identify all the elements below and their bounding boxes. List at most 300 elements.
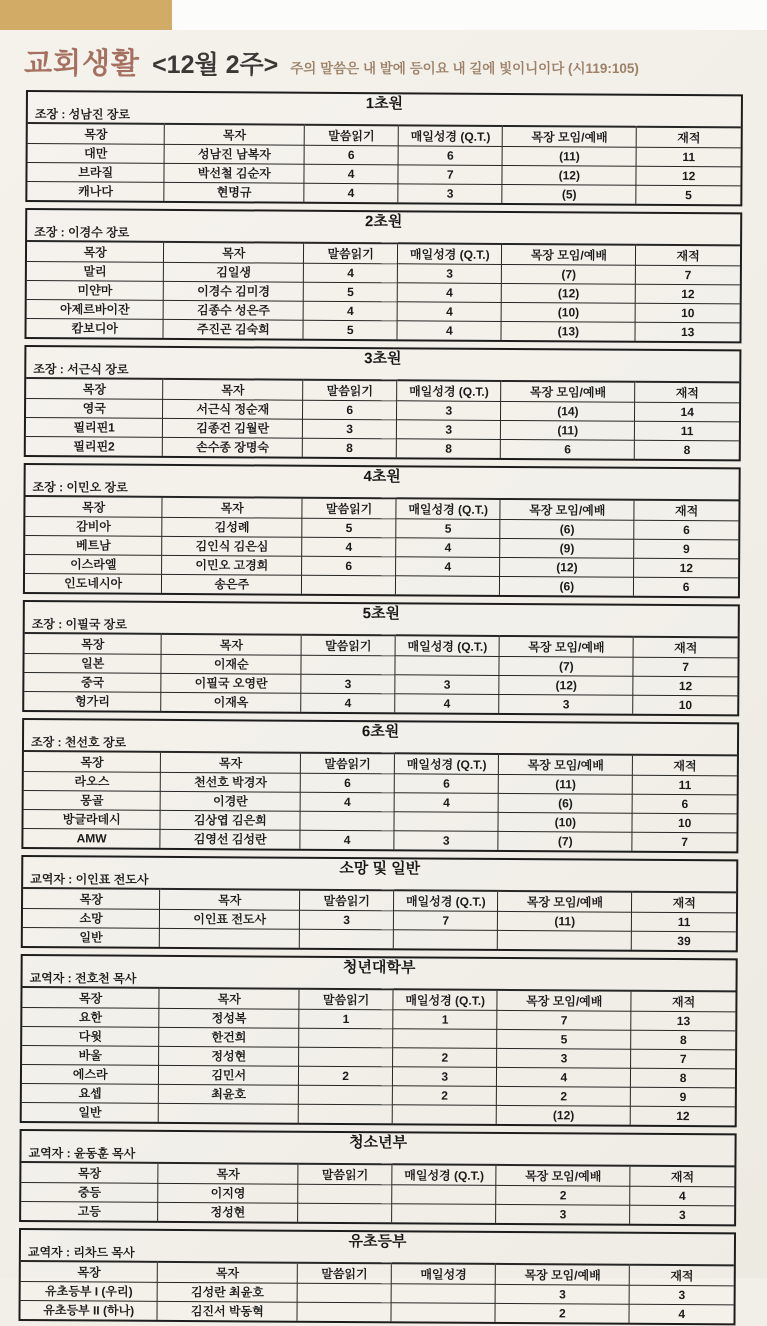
column-header: 재적 (633, 755, 737, 776)
stat-cell: 4 (629, 1304, 733, 1324)
stat-cell: 11 (636, 147, 740, 167)
group-caption (28, 92, 741, 126)
stat-cell: 4 (397, 320, 501, 340)
column-header: 말씀읽기 (300, 890, 394, 911)
stat-cell (392, 1184, 496, 1204)
stat-cell: (12) (499, 675, 633, 695)
table-row (24, 691, 737, 714)
stat-cell: (11) (502, 146, 636, 166)
column-header: 목장 (21, 1261, 158, 1282)
stat-cell (297, 1302, 391, 1322)
stat-cell: 7 (398, 164, 502, 184)
group-name-cell: 대만 (28, 143, 165, 163)
stat-cell: 5 (396, 518, 500, 538)
stat-cell: 11 (635, 421, 739, 441)
group-table (24, 208, 742, 343)
column-header: 목장 (28, 123, 165, 144)
stat-cell: 4 (630, 1186, 734, 1206)
column-header: 매일성경 (Q.T.) (393, 989, 497, 1010)
stat-cell: (14) (501, 401, 635, 421)
group-name-cell: 브라질 (27, 162, 164, 182)
stat-cell: (6) (498, 793, 632, 813)
stat-cell: 6 (501, 439, 635, 459)
group-name-cell: 고등 (21, 1201, 158, 1221)
column-header: 목장 모임/예배 (499, 636, 633, 657)
column-header: 목장 (21, 1162, 158, 1183)
column-header: 목장 모임/예배 (502, 244, 636, 265)
stat-cell (392, 1104, 496, 1124)
column-header: 목자 (158, 1262, 298, 1283)
column-header: 말씀읽기 (304, 125, 398, 146)
stats-table (21, 1161, 734, 1224)
shepherd-name-cell: 김성례 (162, 517, 302, 537)
group-name-cell: 유초등부 II (하나) (20, 1300, 157, 1320)
stat-cell: 2 (299, 1066, 393, 1086)
stat-cell: 2 (393, 1047, 497, 1067)
stats-table (22, 986, 736, 1125)
shepherd-name-cell (160, 928, 300, 948)
column-header: 매일성경 (391, 1263, 495, 1284)
stat-cell (299, 1028, 393, 1048)
group-name-cell: 필리핀1 (26, 417, 163, 437)
stat-cell: 4 (394, 792, 498, 812)
stat-cell: 11 (633, 775, 737, 795)
stat-cell: (10) (501, 302, 635, 322)
stat-cell: (9) (500, 538, 634, 558)
group-table (24, 345, 742, 461)
stat-cell (391, 1302, 495, 1322)
stat-cell: 1 (393, 1009, 497, 1029)
group-name-cell: AMW (23, 828, 160, 848)
stat-cell: 1 (299, 1009, 393, 1029)
stat-cell (301, 655, 395, 675)
stat-cell: 3 (393, 1066, 497, 1086)
group-leader: 교역자 : 이인표 전도사 (30, 872, 149, 887)
stat-cell: 6 (632, 794, 736, 814)
stat-cell: 3 (499, 694, 633, 714)
group-leader: 조장 : 이필국 장로 (31, 617, 127, 632)
stats-table (20, 1260, 733, 1323)
group-caption (21, 1230, 734, 1264)
group-table (25, 90, 743, 206)
group-leader: 교역자 : 윤동훈 목사 (28, 1146, 136, 1161)
shepherd-name-cell: 한건희 (159, 1027, 299, 1047)
stat-cell: 4 (395, 693, 499, 713)
shepherd-name-cell: 이인표 전도사 (160, 909, 300, 929)
table-row (21, 1201, 734, 1224)
group-caption (24, 720, 737, 754)
stats-table (25, 495, 739, 596)
stat-cell: (10) (498, 812, 632, 832)
stat-cell: 11 (632, 912, 736, 932)
group-caption (23, 857, 736, 891)
column-header: 재적 (634, 500, 738, 521)
shepherd-name-cell: 김상엽 김은희 (160, 810, 300, 830)
shepherd-name-cell: 서근식 정순재 (163, 399, 303, 419)
group-name-cell: 아제르바이잔 (27, 299, 164, 319)
group-caption (26, 347, 739, 381)
column-header: 말씀읽기 (301, 635, 395, 656)
group-title: 6초원 (361, 723, 400, 741)
stat-cell: 3 (495, 1284, 629, 1304)
stat-cell: 4 (302, 537, 396, 557)
stat-cell: 4 (303, 263, 397, 283)
stat-cell: 6 (304, 145, 398, 165)
stat-cell: 5 (497, 1029, 631, 1049)
stat-cell (300, 811, 394, 831)
stat-cell: 7 (632, 832, 736, 852)
stat-cell: (5) (502, 184, 636, 204)
shepherd-name-cell: 손수종 장명숙 (163, 437, 303, 457)
stat-cell: 4 (301, 693, 395, 713)
stat-cell: (7) (498, 831, 632, 851)
stat-cell: 3 (397, 400, 501, 420)
shepherd-name-cell: 김성란 최윤호 (157, 1282, 297, 1302)
group-name-cell: 베트남 (25, 535, 162, 555)
stat-cell: 6 (303, 400, 397, 420)
stat-cell (391, 1283, 495, 1303)
stat-cell: 6 (398, 145, 502, 165)
page-header (0, 30, 767, 90)
stat-cell: 4 (304, 164, 398, 184)
shepherd-name-cell: 이지영 (158, 1183, 298, 1203)
column-header: 재적 (632, 892, 736, 913)
stat-cell (298, 1104, 392, 1124)
page-title: 교회생활 (24, 48, 141, 80)
group-caption (23, 956, 736, 990)
group-name-cell: 캐나다 (27, 181, 164, 201)
stat-cell: (12) (497, 1105, 631, 1125)
group-leader: 교역자 : 전호천 목사 (29, 971, 137, 986)
tan-cover-block (0, 0, 172, 30)
column-header: 목장 모임/예배 (501, 381, 635, 402)
stat-cell: 3 (394, 830, 498, 850)
stat-cell: 7 (394, 910, 498, 930)
column-header: 목자 (165, 124, 305, 145)
group-name-cell: 소망 (23, 908, 160, 928)
shepherd-name-cell: 성남진 남복자 (164, 144, 304, 164)
shepherd-name-cell: 김종수 성은주 (163, 300, 303, 320)
column-header: 목자 (161, 634, 301, 655)
group-table (20, 954, 738, 1127)
column-header: 매일성경 (Q.T.) (397, 380, 501, 401)
group-name-cell: 감비아 (25, 516, 162, 536)
group-title: 1초원 (365, 95, 404, 113)
stat-cell: (11) (501, 420, 635, 440)
stat-cell (395, 655, 499, 675)
stat-cell: 3 (398, 183, 502, 203)
column-header: 재적 (637, 127, 741, 148)
stat-cell: 8 (631, 1030, 735, 1050)
group-name-cell: 유초등부 I (우리) (21, 1281, 158, 1301)
shepherd-name-cell: 정성현 (158, 1202, 298, 1222)
scripture-subtitle: 주의 말씀은 내 발에 등이요 내 길에 빛이니이다 (시119:105) (290, 61, 639, 76)
group-name-cell: 인도네시아 (25, 573, 162, 593)
stat-cell: 5 (636, 185, 740, 205)
group-name-cell: 영국 (26, 398, 163, 418)
shepherd-name-cell: 김진서 박동혁 (157, 1301, 297, 1321)
stat-cell: (12) (500, 557, 634, 577)
stat-cell (297, 1283, 391, 1303)
stat-cell: (6) (500, 576, 634, 596)
stat-cell: 3 (398, 263, 502, 283)
stat-cell: 4 (497, 1067, 631, 1087)
group-name-cell: 다윗 (22, 1026, 159, 1046)
shepherd-name-cell: 현명규 (164, 182, 304, 202)
stat-cell (298, 1184, 392, 1204)
bulletin-sheet (0, 30, 767, 1321)
stat-cell: 2 (496, 1185, 630, 1205)
group-name-cell: 요한 (22, 1007, 159, 1027)
stat-cell: 12 (633, 676, 737, 696)
stat-cell: 6 (634, 577, 738, 597)
group-leader: 조장 : 천선호 장로 (30, 735, 127, 750)
column-header: 목장 (24, 751, 161, 772)
group-caption (21, 1131, 734, 1165)
group-name-cell: 필리핀2 (26, 436, 163, 456)
table-row (27, 181, 740, 204)
column-header: 목장 모임/예배 (498, 891, 632, 912)
group-leader: 조장 : 이민오 장로 (32, 480, 128, 495)
stat-cell: 7 (633, 657, 737, 677)
column-header: 재적 (636, 245, 740, 266)
stat-cell (299, 929, 393, 949)
column-header: 매일성경 (Q.T.) (395, 635, 499, 656)
shepherd-name-cell: 이재순 (161, 654, 301, 674)
column-header: 매일성경 (Q.T.) (392, 1164, 496, 1185)
group-name-cell: 캄보디아 (26, 318, 163, 338)
shepherd-name-cell: 김종건 김월란 (163, 418, 303, 438)
stat-cell: 4 (397, 301, 501, 321)
column-header: 목장 (22, 987, 159, 1008)
column-header: 목장 (25, 496, 162, 517)
stat-cell (298, 1085, 392, 1105)
stat-cell: 3 (630, 1205, 734, 1225)
group-title: 소망 및 일반 (339, 859, 421, 878)
stat-cell: 3 (303, 419, 397, 439)
column-header: 재적 (633, 637, 737, 658)
column-header: 목장 모임/예배 (500, 499, 634, 520)
group-leader: 조장 : 이경수 장로 (34, 225, 130, 240)
stat-cell: 12 (634, 558, 738, 578)
shepherd-name-cell: 송은주 (162, 574, 302, 594)
group-title: 2초원 (364, 213, 403, 231)
shepherd-name-cell: 이민오 고경희 (162, 555, 302, 575)
stat-cell: 3 (395, 674, 499, 694)
stat-cell (394, 811, 498, 831)
stat-cell: 7 (497, 1010, 631, 1030)
group-caption (26, 465, 739, 499)
stat-cell: 12 (631, 1106, 735, 1126)
stat-cell: 5 (303, 320, 397, 340)
stat-cell: (6) (500, 519, 634, 539)
stat-cell: (7) (499, 656, 633, 676)
column-header: 목장 (27, 241, 164, 262)
column-header: 재적 (635, 382, 739, 403)
stat-cell: 10 (632, 813, 736, 833)
column-header: 목장 (26, 378, 163, 399)
group-table (21, 718, 739, 853)
shepherd-name-cell: 이필국 오영란 (161, 673, 301, 693)
group-name-cell: 일반 (22, 1102, 159, 1122)
stats-table (26, 240, 740, 341)
table-row (25, 573, 738, 596)
stat-cell: 7 (636, 265, 740, 285)
group-table (18, 1228, 736, 1325)
group-leader: 조장 : 성남진 장로 (34, 107, 131, 122)
table-row (26, 436, 739, 459)
column-header: 말씀읽기 (300, 753, 394, 774)
table-row (23, 927, 736, 950)
stat-cell: 5 (303, 282, 397, 302)
column-header: 목장 모임/예배 (496, 1165, 630, 1186)
shepherd-name-cell: 최윤호 (159, 1084, 299, 1104)
stat-cell: 8 (302, 438, 396, 458)
stats-table (24, 632, 737, 714)
column-header: 매일성경 (Q.T.) (394, 890, 498, 911)
stat-cell: 9 (631, 1087, 735, 1107)
shepherd-name-cell: 이경란 (160, 791, 300, 811)
group-name-cell: 몽골 (24, 790, 161, 810)
stat-cell: 4 (397, 282, 501, 302)
stat-cell: 10 (635, 303, 739, 323)
week-label: <12월 2주> (152, 51, 279, 79)
stat-cell: 4 (303, 301, 397, 321)
column-header: 재적 (631, 991, 735, 1012)
group-name-cell: 라오스 (24, 771, 161, 791)
column-header: 재적 (630, 1166, 734, 1187)
stat-cell: 3 (629, 1285, 733, 1305)
group-table (22, 600, 740, 716)
stat-cell (299, 1047, 393, 1067)
group-name-cell: 바울 (22, 1045, 159, 1065)
stat-cell (302, 575, 396, 595)
stat-cell: 8 (396, 438, 500, 458)
column-header: 목장 (23, 888, 160, 909)
group-name-cell: 말리 (27, 261, 164, 281)
group-title: 5초원 (362, 605, 401, 623)
stat-cell (392, 1203, 496, 1223)
stat-cell: (11) (498, 911, 632, 931)
group-table (21, 855, 739, 952)
shepherd-name-cell: 정성현 (159, 1046, 299, 1066)
group-name-cell: 일반 (23, 927, 160, 947)
shepherd-name-cell: 박선철 김순자 (164, 163, 304, 183)
stat-cell: 13 (631, 1011, 735, 1031)
shepherd-name-cell: 천선호 박경자 (161, 772, 301, 792)
group-title: 청년대학부 (342, 958, 416, 977)
table-row (22, 1102, 735, 1125)
column-header: 말씀읽기 (297, 1263, 391, 1284)
stat-cell: 2 (495, 1303, 629, 1323)
column-header: 목자 (161, 752, 301, 773)
column-header: 목장 (25, 633, 162, 654)
group-name-cell: 요셉 (22, 1083, 159, 1103)
group-caption (27, 210, 740, 244)
stat-cell: 12 (636, 166, 740, 186)
group-name-cell: 에스라 (22, 1064, 159, 1084)
stat-cell: (12) (502, 165, 636, 185)
stat-cell: 4 (300, 830, 394, 850)
stat-cell: 3 (397, 419, 501, 439)
column-header: 말씀읽기 (302, 498, 396, 519)
stats-table (27, 122, 740, 204)
group-table (19, 1129, 737, 1226)
group-name-cell: 헝가리 (24, 691, 161, 711)
column-header: 매일성경 (Q.T.) (398, 243, 502, 264)
column-header: 말씀읽기 (304, 243, 398, 264)
shepherd-name-cell: 김민서 (159, 1065, 299, 1085)
stat-cell: 6 (300, 773, 394, 793)
column-header: 매일성경 (Q.T.) (396, 498, 500, 519)
column-header: 말씀읽기 (303, 380, 397, 401)
column-header: 목자 (159, 988, 299, 1009)
column-header: 목장 모임/예배 (502, 126, 636, 147)
column-header: 목장 모임/예배 (497, 990, 631, 1011)
group-title: 3초원 (364, 350, 402, 368)
stat-cell: (12) (502, 283, 636, 303)
stat-cell: 3 (497, 1048, 631, 1068)
column-header: 목자 (160, 889, 300, 910)
table-row (20, 1300, 733, 1323)
shepherd-name-cell: 김인식 김은심 (162, 536, 302, 556)
stat-cell: 6 (634, 520, 738, 540)
group-title: 청소년부 (349, 1134, 408, 1152)
stat-cell (498, 930, 632, 950)
group-table (23, 463, 741, 598)
column-header: 목자 (162, 497, 302, 518)
stat-cell (393, 929, 497, 949)
group-title: 유초등부 (348, 1233, 407, 1251)
stat-cell: 6 (302, 556, 396, 576)
stat-cell (393, 1028, 497, 1048)
column-header: 재적 (630, 1265, 734, 1286)
stats-table (23, 887, 736, 950)
tables-container (0, 90, 767, 1326)
stat-cell: 5 (302, 518, 396, 538)
stat-cell: 14 (635, 402, 739, 422)
shepherd-name-cell (159, 1103, 299, 1123)
group-name-cell: 미얀마 (27, 280, 164, 300)
stat-cell: 2 (393, 1085, 497, 1105)
stat-cell: 4 (396, 556, 500, 576)
stat-cell: 4 (396, 537, 500, 557)
stat-cell: 39 (632, 931, 736, 951)
stat-cell: 8 (635, 440, 739, 460)
column-header: 목자 (164, 242, 304, 263)
shepherd-name-cell: 정성복 (159, 1008, 299, 1028)
stat-cell: 4 (300, 792, 394, 812)
stats-table (26, 377, 739, 459)
stat-cell (298, 1203, 392, 1223)
stat-cell: 10 (633, 695, 737, 715)
column-header: 목장 모임/예배 (499, 754, 633, 775)
stat-cell: (7) (502, 264, 636, 284)
stat-cell (396, 575, 500, 595)
group-name-cell: 중등 (21, 1182, 158, 1202)
group-leader: 조장 : 서근식 장로 (33, 362, 129, 377)
stats-table (23, 750, 737, 851)
stat-cell: 3 (496, 1204, 630, 1224)
table-row (26, 318, 739, 341)
shepherd-name-cell: 이경수 김미경 (164, 281, 304, 301)
column-header: 매일성경 (Q.T.) (398, 125, 502, 146)
stat-cell: 12 (636, 284, 740, 304)
stat-cell: 4 (304, 183, 398, 203)
group-name-cell: 일본 (24, 653, 161, 673)
shepherd-name-cell: 김영선 김성란 (160, 829, 300, 849)
column-header: 목장 모임/예배 (496, 1264, 630, 1285)
